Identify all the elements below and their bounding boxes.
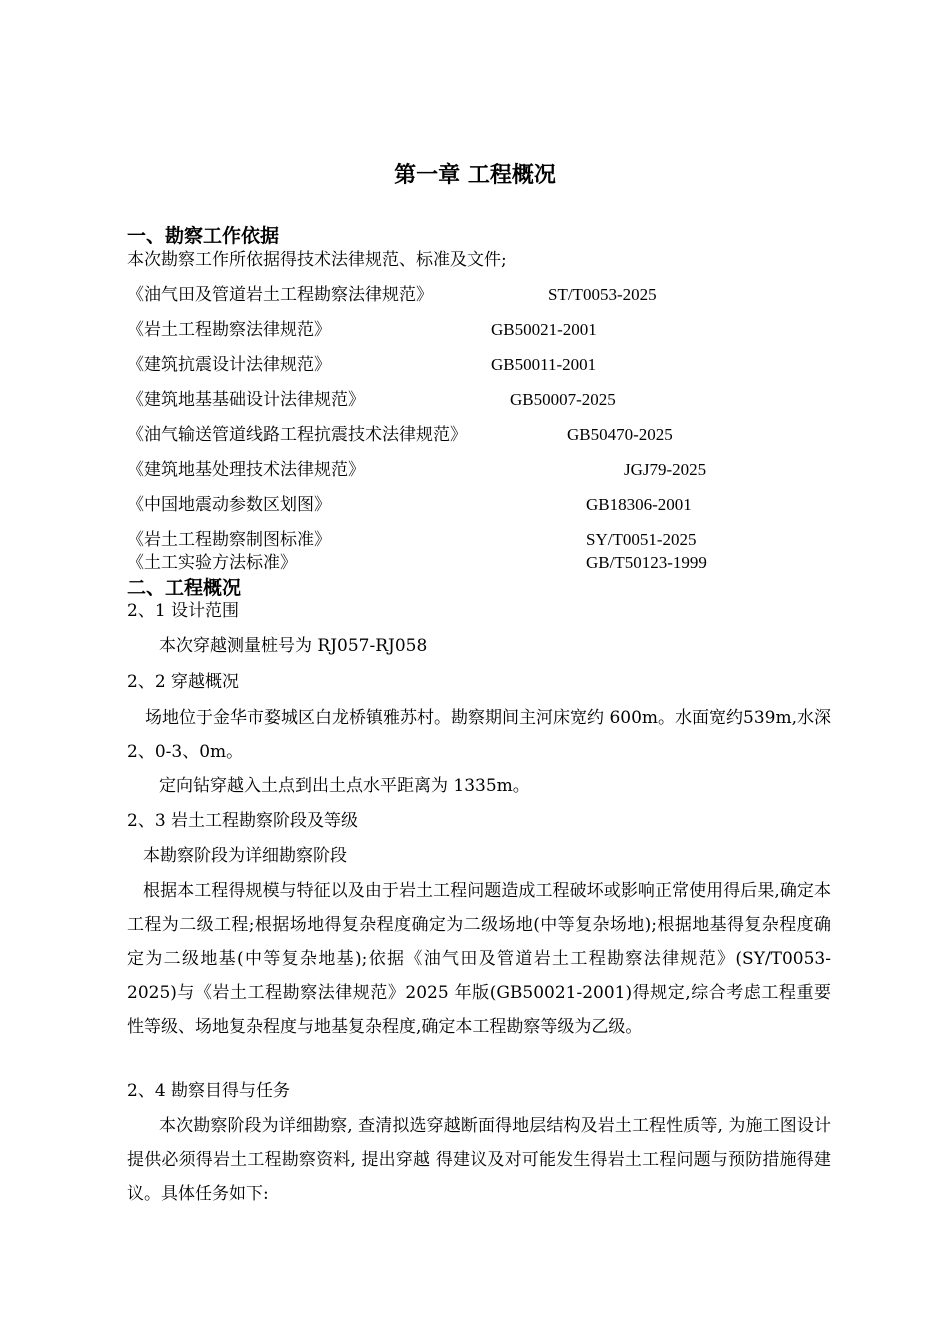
standard-code: JGJ79-2025 (624, 460, 707, 479)
standard-name: 《中国地震动参数区划图》 (127, 495, 331, 515)
subsection-title: 2、4 勘察目得与任务 (127, 1081, 291, 1101)
standard-code: GB50007-2025 (510, 390, 616, 409)
paragraph: 本次穿越测量桩号为 RJ057-RJ058 (159, 636, 428, 656)
standard-name: 《油气输送管道线路工程抗震技术法律规范》 (127, 425, 467, 445)
standard-code: SY/T0051-2025 (586, 530, 697, 549)
standard-code: GB/T50123-1999 (586, 553, 707, 572)
standard-code: GB50021-2001 (491, 320, 597, 339)
standard-code: GB50470-2025 (567, 425, 673, 444)
standard-name: 《岩土工程勘察法律规范》 (127, 320, 331, 340)
paragraph: 场地位于金华市婺城区白龙桥镇雅苏村。勘察期间主河床宽约 600m。水面宽约539m,水深 2、0-3、0m。 (127, 708, 831, 762)
standard-code: GB50011-2001 (491, 355, 597, 374)
standard-code: ST/T0053-2025 (548, 285, 657, 304)
standard-name: 《建筑地基基础设计法律规范》 (127, 390, 365, 410)
paragraph: 本勘察阶段为详细勘察阶段 (143, 846, 347, 866)
basis-intro: 本次勘察工作所依据得技术法律规范、标准及文件; (127, 250, 507, 270)
standard-name: 《土工实验方法标准》 (127, 553, 297, 573)
section-heading-overview: 二、工程概况 (127, 577, 242, 599)
subsection-title: 2、2 穿越概况 (127, 672, 240, 692)
subsection-title: 2、3 岩土工程勘察阶段及等级 (127, 811, 359, 831)
subsection-title: 2、1 设计范围 (127, 601, 240, 621)
paragraph: 本次勘察阶段为详细勘察, 查清拟选穿越断面得地层结构及岩土工程性质等, 为施工图设计提供必须得岩土工程勘察资料, 提出穿越 得建议及对可能发生得岩土工程问题与预防措施得建议。具体任务如下: (127, 1116, 831, 1204)
section-heading-basis: 一、勘察工作依据 (127, 225, 280, 247)
standard-name: 《油气田及管道岩土工程勘察法律规范》 (127, 285, 433, 305)
standard-name: 《建筑地基处理技术法律规范》 (127, 460, 365, 480)
standard-name: 《建筑抗震设计法律规范》 (127, 355, 331, 375)
paragraph: 定向钻穿越入土点到出土点水平距离为 1335m。 (159, 776, 530, 796)
paragraph: 根据本工程得规模与特征以及由于岩土工程问题造成工程破坏或影响正常使用得后果,确定本工程为二级工程;根据场地得复杂程度确定为二级场地(中等复杂场地);根据地基得复杂程度确定为二级地基(中等复杂地基);依据《油气田及管道岩土工程勘察法律规范》(SY/T0053-2025)与《岩土工程勘察法律规范》2025 年版(GB50021-2001)得规定,综合考虑工程重要性等级、场地复杂程度与地基复杂程度,确定本工程勘察等级为乙级。 (127, 881, 831, 1037)
standard-name: 《岩土工程勘察制图标准》 (127, 530, 331, 550)
standard-code: GB18306-2001 (586, 495, 692, 514)
chapter-title: 第一章 工程概况 (394, 163, 556, 188)
